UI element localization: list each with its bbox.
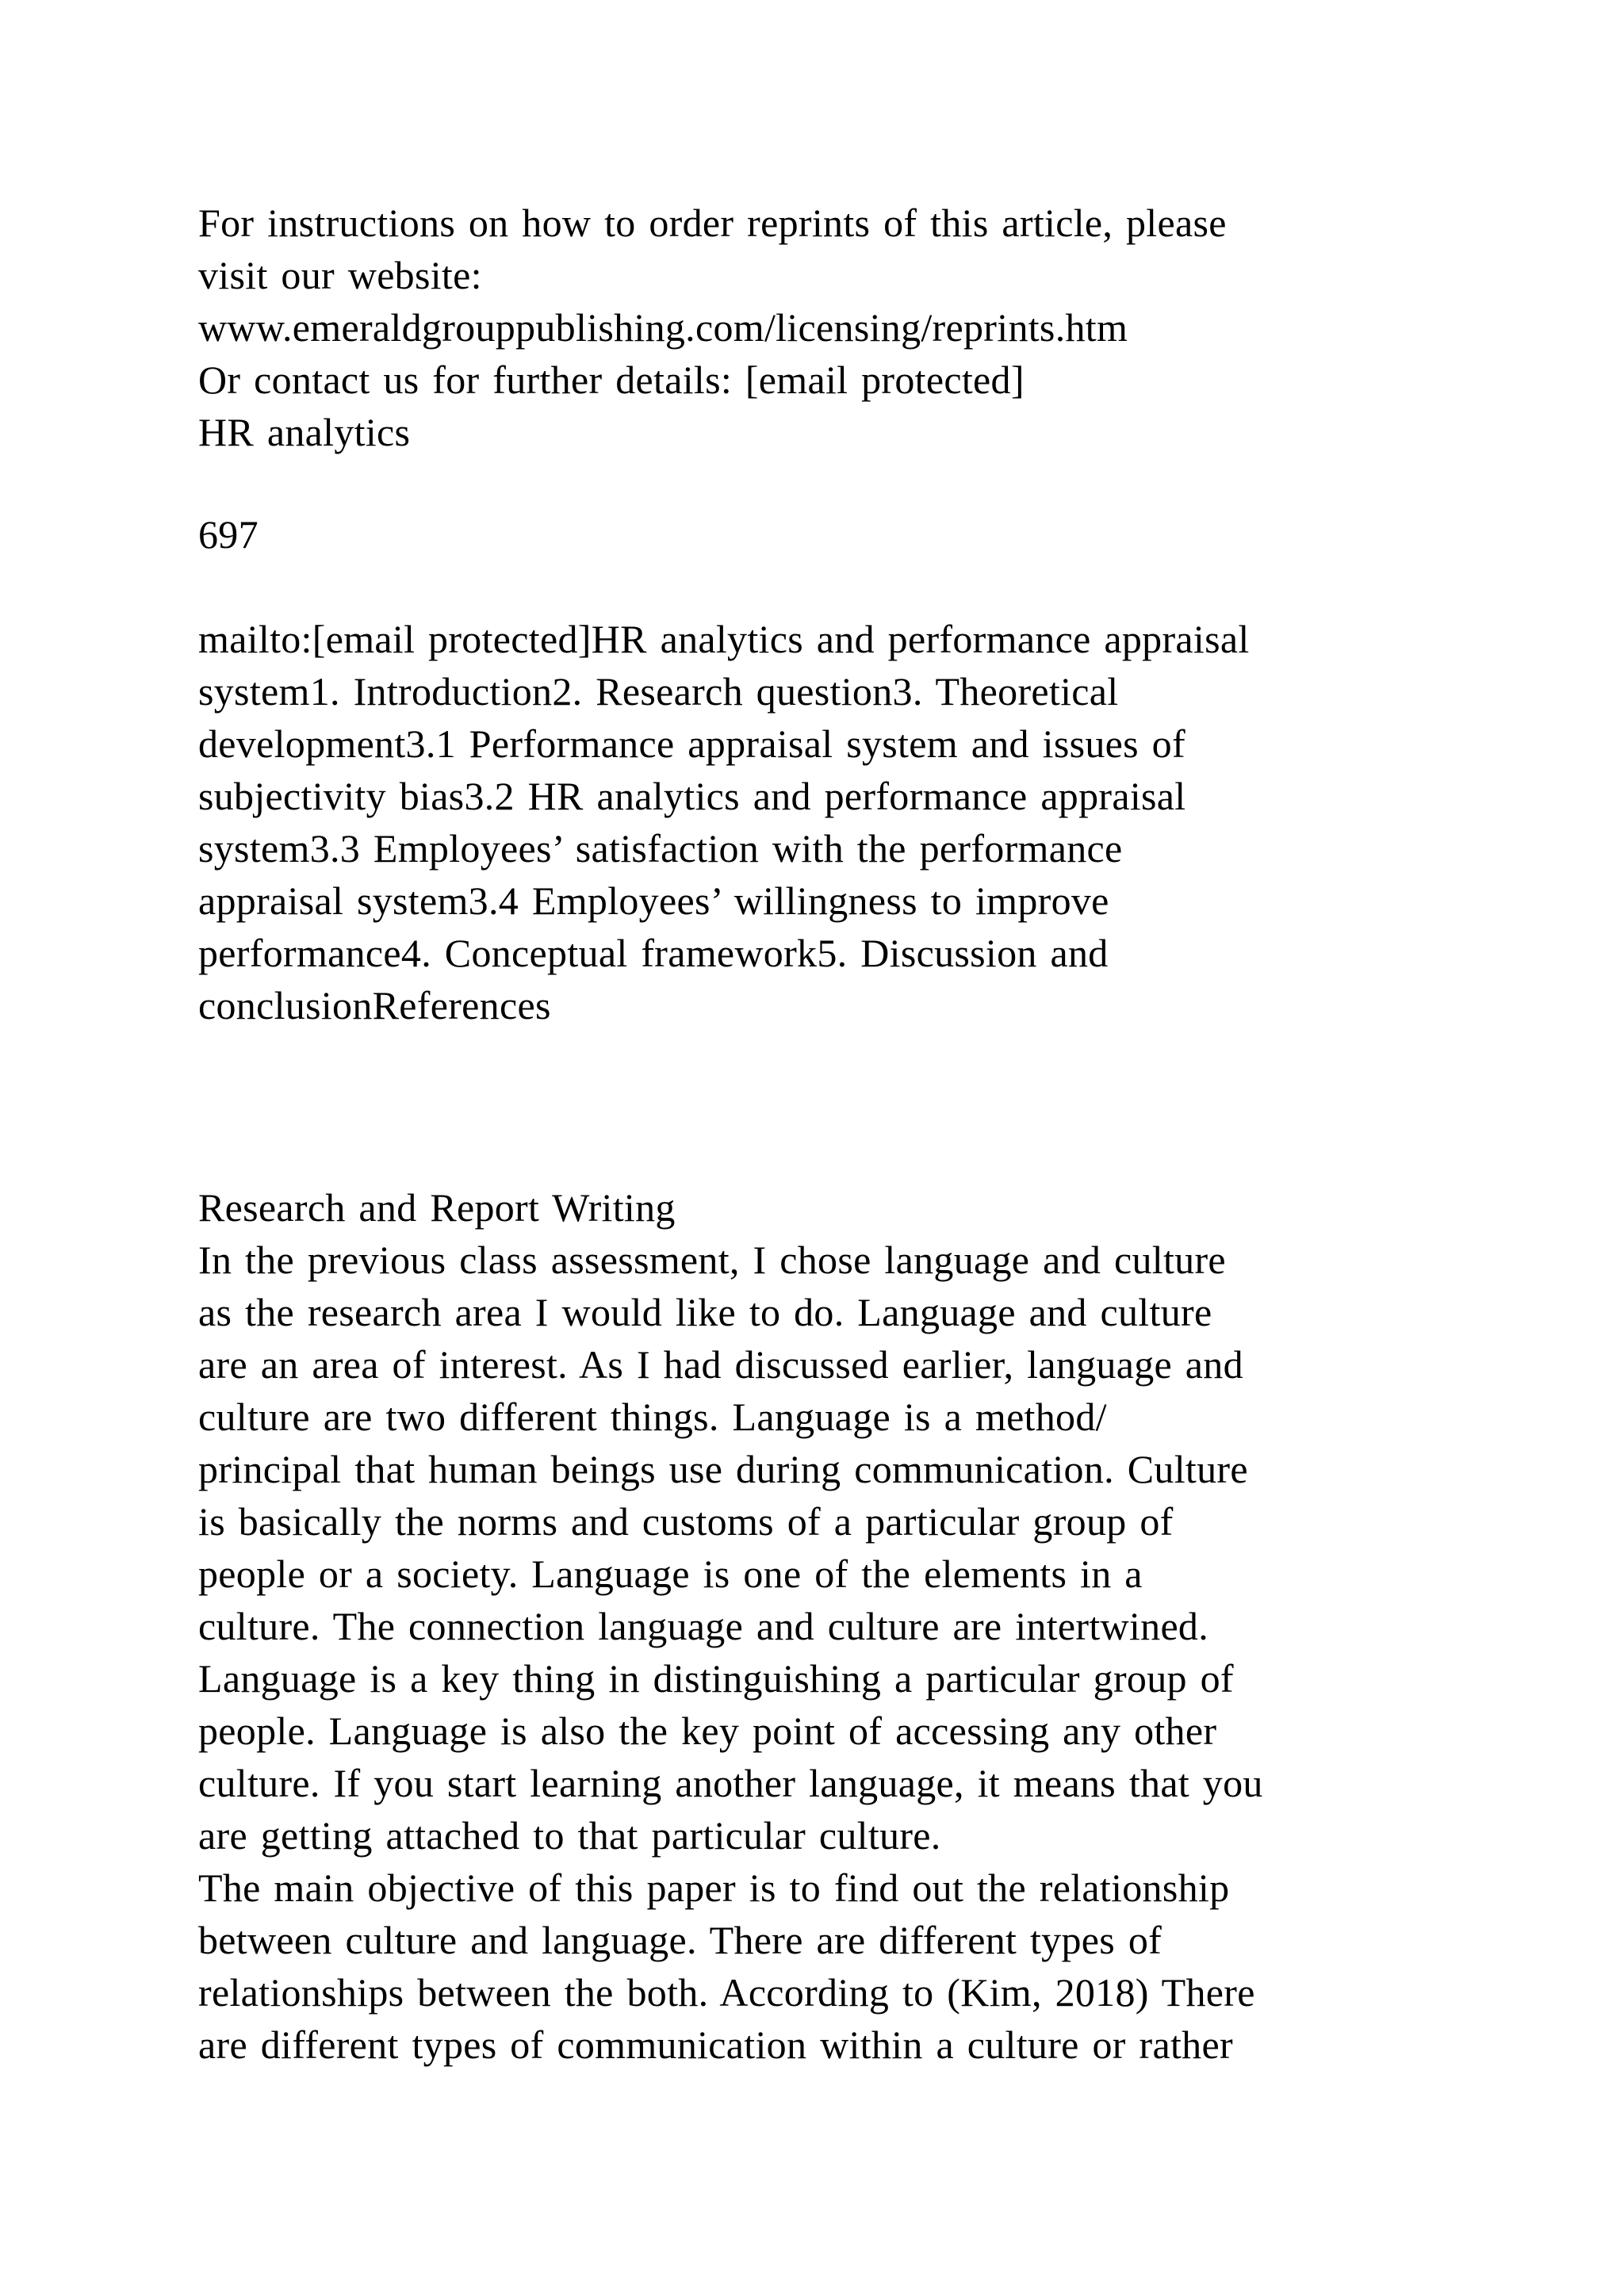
essay-heading: Research and Report Writing bbox=[198, 1185, 676, 1230]
essay-line: The main objective of this paper is to find out the relationship bbox=[198, 1866, 1230, 1910]
page-number-text: 697 bbox=[198, 512, 259, 557]
toc-line: development3.1 Performance appraisal system and issues of bbox=[198, 721, 1185, 766]
toc-line: system3.3 Employees’ satisfaction with the performance bbox=[198, 826, 1123, 871]
essay-line: relationships between the both. According to (Kim, 2018) There bbox=[198, 1970, 1255, 2015]
toc-line: mailto:[email protected]HR analytics and performance appraisal bbox=[198, 617, 1250, 661]
essay-line: are getting attached to that particular culture. bbox=[198, 1813, 941, 1858]
essay-line: people. Language is also the key point of accessing any other bbox=[198, 1709, 1217, 1753]
essay-line: Language is a key thing in distinguishing a particular group of bbox=[198, 1656, 1234, 1701]
toc-line: conclusionReferences bbox=[198, 983, 551, 1027]
reprint-notice bbox=[198, 197, 1435, 458]
page-number bbox=[198, 508, 1435, 561]
reprints-url[interactable]: www.emeraldgrouppublishing.com/licensing/reprints.htm bbox=[198, 305, 1128, 350]
essay-line: between culture and language. There are different types of bbox=[198, 1918, 1162, 1962]
essay-line: culture. If you start learning another language, it means that you bbox=[198, 1761, 1263, 1805]
running-title: HR analytics bbox=[198, 410, 411, 454]
essay-line: is basically the norms and customs of a particular group of bbox=[198, 1499, 1174, 1544]
essay-line: people or a society. Language is one of the elements in a bbox=[198, 1552, 1143, 1596]
toc-line: system1. Introduction2. Research question3. Theoretical bbox=[198, 669, 1119, 714]
header-line: For instructions on how to order reprints of this article, please bbox=[198, 201, 1227, 245]
table-of-contents bbox=[198, 613, 1435, 1031]
header-line: visit our website: bbox=[198, 253, 482, 297]
essay-line: are different types of communication within a culture or rather bbox=[198, 2022, 1233, 2067]
essay-line: are an area of interest. As I had discussed earlier, language and bbox=[198, 1342, 1243, 1387]
essay-line: as the research area I would like to do. Language and culture bbox=[198, 1290, 1212, 1334]
essay-line: culture. The connection language and culture are intertwined. bbox=[198, 1604, 1209, 1648]
toc-line: performance4. Conceptual framework5. Discussion and bbox=[198, 931, 1109, 975]
header-line: Or contact us for further details: [email protected] bbox=[198, 358, 1025, 402]
toc-line: subjectivity bias3.2 HR analytics and performance appraisal bbox=[198, 774, 1186, 818]
essay-line: In the previous class assessment, I chose language and culture bbox=[198, 1238, 1226, 1282]
toc-line: appraisal system3.4 Employees’ willingness to improve bbox=[198, 878, 1109, 923]
essay-body bbox=[198, 1181, 1435, 2071]
essay-line: culture are two different things. Language is a method/ bbox=[198, 1395, 1107, 1439]
essay-line: principal that human beings use during communication. Culture bbox=[198, 1447, 1248, 1491]
